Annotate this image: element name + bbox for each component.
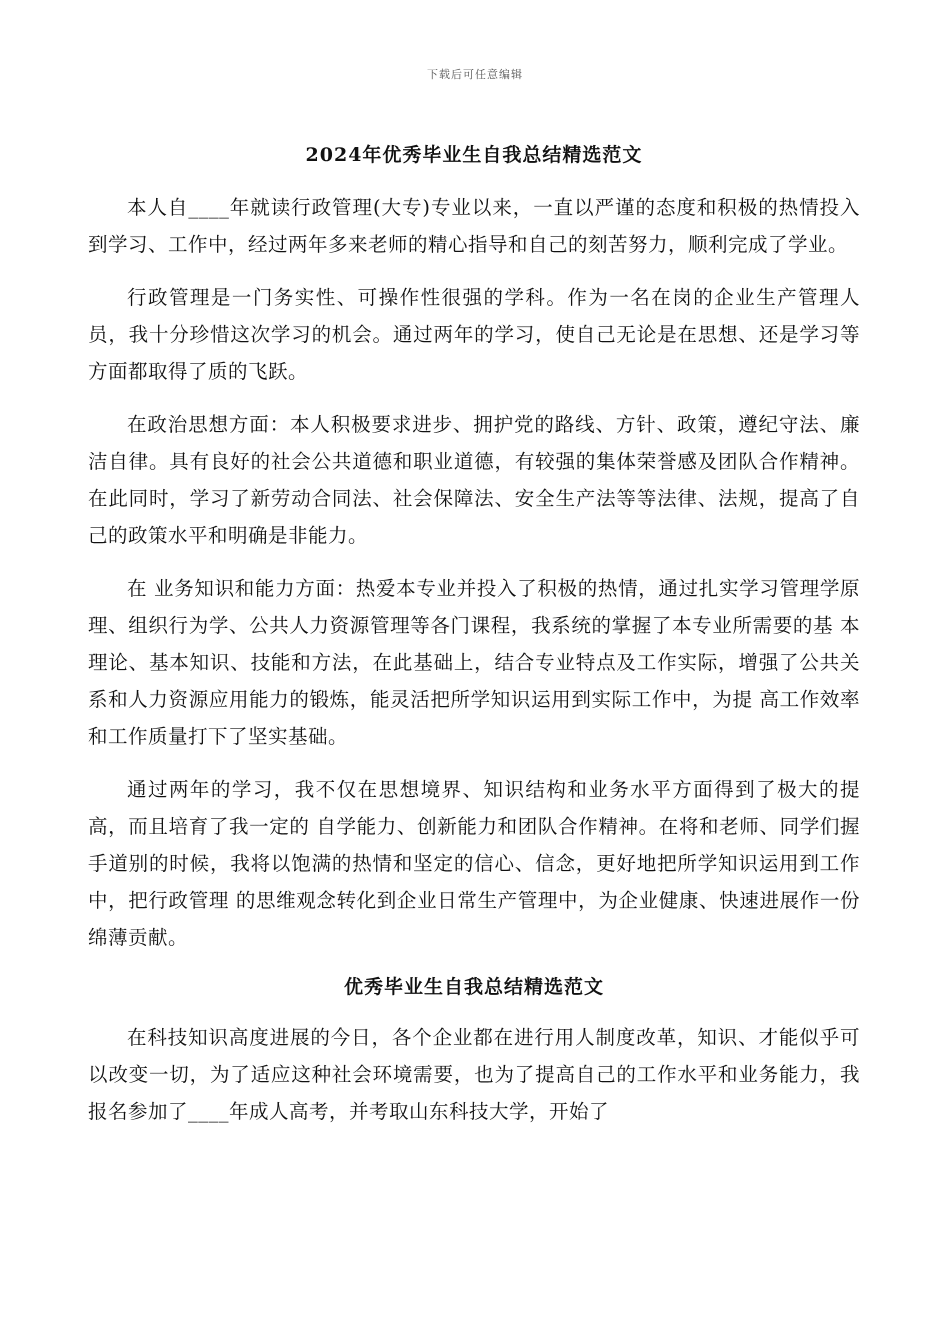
section2-paragraph-1: 在科技知识高度进展的今日，各个企业都在进行用人制度改革，知识、才能似乎可以改变一切，为了适应这种社会环境需要，也为了提高自己的工作水平和业务能力，我报名参加了____年成人高考，并考取山东科技大学，开始了 bbox=[88, 1026, 860, 1123]
document-body bbox=[88, 140, 860, 1146]
section2-title: 优秀毕业生自我总结精选范文 bbox=[343, 976, 604, 998]
header-note: 下载后可任意编辑 bbox=[427, 68, 523, 81]
section1-paragraph-3: 在政治思想方面：本人积极要求进步、拥护党的路线、方针、政策，遵纪守法、廉洁自律。具有良好的社会公共道德和职业道德，有较强的集体荣誉感及团队合作精神。在此同时，学习了新劳动合同法、社会保障法、安全生产法等等法律、法规，提高了自己的政策水平和明确是非能力。 bbox=[88, 413, 860, 547]
section1-title: 2024年优秀毕业生自我总结精选范文 bbox=[305, 144, 643, 166]
section1-paragraph-5: 通过两年的学习，我不仅在思想境界、知识结构和业务水平方面得到了极大的提高，而且培育了我一定的 自学能力、创新能力和团队合作精神。在将和老师、同学们握手道别的时候，我将以饱满的热情和坚定的信心、信念，更好地把所学知识运用到工作中，把行政管理 的思维观念转化到企业日常生产管理中，为企业健康、快速进展作一份绵薄贡献。 bbox=[88, 778, 860, 949]
section1-paragraph-1: 本人自____年就读行政管理(大专)专业以来，一直以严谨的态度和积极的热情投入到学习、工作中，经过两年多来老师的精心指导和自己的刻苦努力，顺利完成了学业。 bbox=[88, 196, 860, 256]
section1-paragraph-4: 在 业务知识和能力方面：热爱本专业并投入了积极的热情，通过扎实学习管理学原理、组织行为学、公共人力资源管理等各门课程，我系统的掌握了本专业所需要的基 本理论、基本知识、技能和方法，在此基础上，结合专业特点及工作实际，增强了公共关系和人力资源应用能力的锻炼，能灵活把所学知识运用到实际工作中，为提 高工作效率和工作质量打下了坚实基础。 bbox=[88, 577, 860, 748]
section1-paragraph-2: 行政管理是一门务实性、可操作性很强的学科。作为一名在岗的企业生产管理人员，我十分珍惜这次学习的机会。通过两年的学习，使自己无论是在思想、还是学习等方面都取得了质的飞跃。 bbox=[88, 286, 860, 383]
